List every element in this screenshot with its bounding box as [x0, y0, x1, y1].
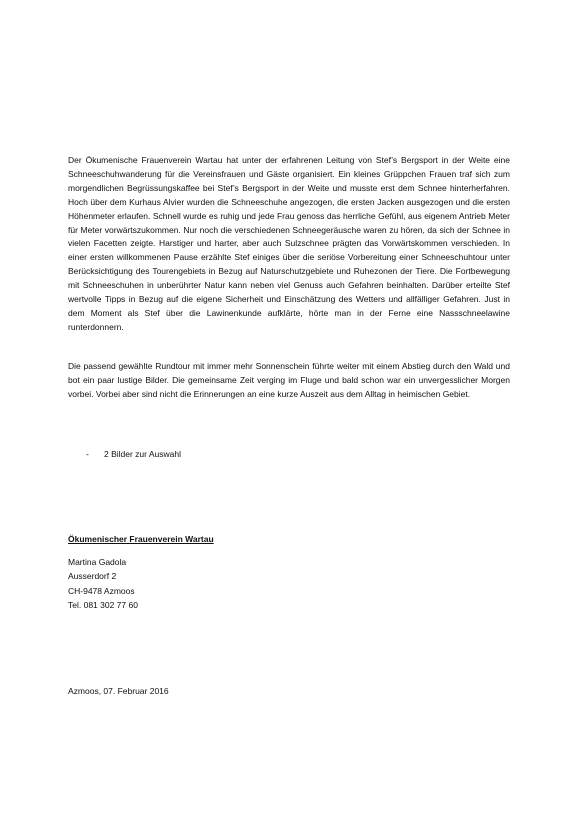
contact-phone: Tel. 081 302 77 60 [68, 599, 138, 610]
body-paragraph-1: Der Ökumenische Frauenverein Wartau hat unter der erfahrenen Leitung von Stef’s Bergsport in der Weite eine Schneeschuhwanderung für die Vereinsfrauen und Gäste organisiert. Ein kleines Grüppchen Frauen traf sich zum morgendlichen Begrüssungskaffee bei Stef’s Bergsport in der Weite und musste erst dem Schnee hinterherfahren. Hoch über dem Kurhaus Alvier wurden die Schneeschuhe angezogen, die ersten Jacken ausgezogen und die ersten Höhenmeter erlaufen. Schnell wurde es ruhig und jede Frau genoss das herrliche Gefühl, aus eigenem Antrieb Meter für Meter vorwärtszukommen. Nur noch die verschiedenen Schneegeräusche waren zu hören, da sich der Schnee in vielen Facetten zeigte. Harstiger und harter, aber auch Sulzschnee prägten das Vorwärtskommen verschieden. In einer ersten willkommenen Pause erzählte Stef einiges über die seriöse Vorbereitung einer Schneeschuhtour unter Berücksichtigung des Tourengebiets in Bezug auf Naturschutzgebiete und Ruhezonen der Tiere. Die Fortbewegung mit Schneeschuhen in unberührter Natur kann neben viel Genuss auch Gefahren beinhalten. Darüber erteilte Stef wertvolle Tipps in Bezug auf die eigene Sicherheit und Einschätzung des Wetters und allfälliger Gefahren. Just in dem Moment als Stef über die Lawinenkunde aufklärte, hörte man in der Ferne eine Nassschneelawine runterdonnern. [68, 155, 510, 332]
dateline: Azmoos, 07. Februar 2016 [68, 686, 169, 696]
contact-block [68, 555, 138, 612]
organization-title: Ökumenischer Frauenverein Wartau [68, 534, 214, 544]
bullet-marker: - [86, 449, 89, 459]
bullet-text: 2 Bilder zur Auswahl [104, 449, 182, 459]
contact-name: Martina Gadola [68, 557, 127, 567]
contact-city: CH-9478 Azmoos [68, 585, 135, 596]
body-paragraph-2: Die passend gewählte Rundtour mit immer mehr Sonnenschein führte weiter mit einem Abstieg durch den Wald und bot ein paar lustige Bilder. Die gemeinsame Zeit verging im Fluge und bald schon war ein unvergesslicher Morgen vorbei. Vorbei aber sind nicht die Erinnerungen an eine kurze Auszeit aus dem Alltag in heimischen Gebiet. [68, 361, 510, 399]
contact-street: Ausserdorf 2 [68, 571, 117, 582]
bullet-item [86, 448, 181, 461]
